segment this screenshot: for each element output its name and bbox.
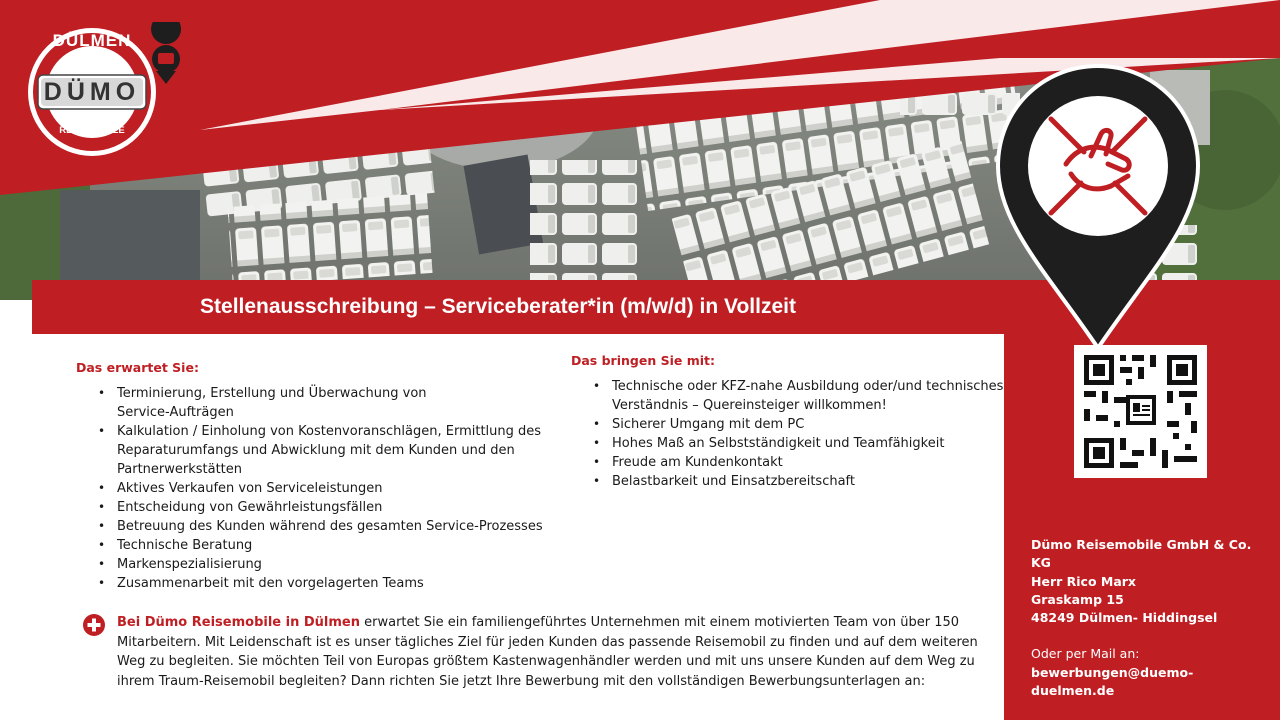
page-title: Stellenausschreibung – Serviceberater*in (m/w/d) in Vollzeit [200,295,796,318]
company-description [117,613,987,691]
list-item: • Terminierung, Erstellung und Überwachung von Service-Aufträgen [76,384,477,422]
list-item: • Aktives Verkaufen von Serviceleistungen [76,479,556,498]
qr-code[interactable] [1074,345,1207,478]
logo-bottom-text: REISEMOBILE [59,125,125,136]
plus-circle-icon [83,614,105,636]
list-item: • Technische oder KFZ-nahe Ausbildung oder/und technisches Verständnis – Quereinsteiger willkommen! [571,377,1004,415]
requirements-section [571,353,1011,491]
logo-top-text: DÜLMEN [52,31,132,50]
contact-block [1031,536,1271,700]
contact-street: Graskamp 15 [1031,591,1124,607]
list-item: • Entscheidung von Gewährleistungsfällen [76,498,556,517]
list-item: • Sicherer Umgang mit dem PC [571,415,1011,434]
tasks-heading: Das erwartet Sie: [76,360,199,375]
contact-city: 48249 Dülmen- Hiddingsel [1031,610,1218,626]
list-item: • Freude am Kundenkontakt [571,453,1011,472]
contact-person: Herr Rico Marx [1031,573,1136,589]
company-description-lead: Bei Dümo Reisemobile in Dülmen [117,615,360,630]
contact-mail-label: Oder per Mail an: [1031,646,1140,662]
handshake-pin-icon [996,64,1200,350]
list-item: • Kalkulation / Einholung von Kostenvoranschlägen, Ermittlung des Reparaturumfangs und Abwicklung mit dem Kunden und den Partnerwerkstätten [76,422,556,479]
list-item: • Hohes Maß an Selbstständigkeit und Teamfähigkeit [571,434,1011,453]
tasks-list [76,384,556,593]
requirements-heading: Das bringen Sie mit: [571,353,715,368]
contact-company: Dümo Reisemobile GmbH & Co. KG [1031,537,1252,571]
list-item: • Betreuung des Kunden während des gesamten Service-Prozesses [76,517,556,536]
logo-main-text: DÜMO [43,78,141,106]
requirements-list [571,377,1011,491]
list-item: • Zusammenarbeit mit den vorgelagerten Teams [76,574,556,593]
tasks-section [76,360,556,593]
list-item: • Belastbarkeit und Einsatzbereitschaft [571,472,1011,491]
company-description-text: erwartet Sie ein familiengeführtes Unternehmen mit einem motivierten Team von über 150 Mitarbeitern. Mit Leidenschaft ist es unser tägliches Ziel für jeden Kunden das passende Reisemobil zu finden und auf dem weiteren Weg zu begleiten. Sie möchten Teil von Europas größtem Kastenwagenhändler werden und mit uns unsere Kunden auf dem Weg zu ihrem Traum-Reisemobil begleiten? Dann richten Sie jetzt Ihre Bewerbung mit den vollständigen Bewerbungsunterlagen an: [117,615,978,689]
list-item: • Markenspezialisierung [76,555,556,574]
contact-email-link[interactable]: bewerbungen@duemo-duelmen.de [1031,664,1194,699]
list-item: • Technische Beratung [76,536,556,555]
